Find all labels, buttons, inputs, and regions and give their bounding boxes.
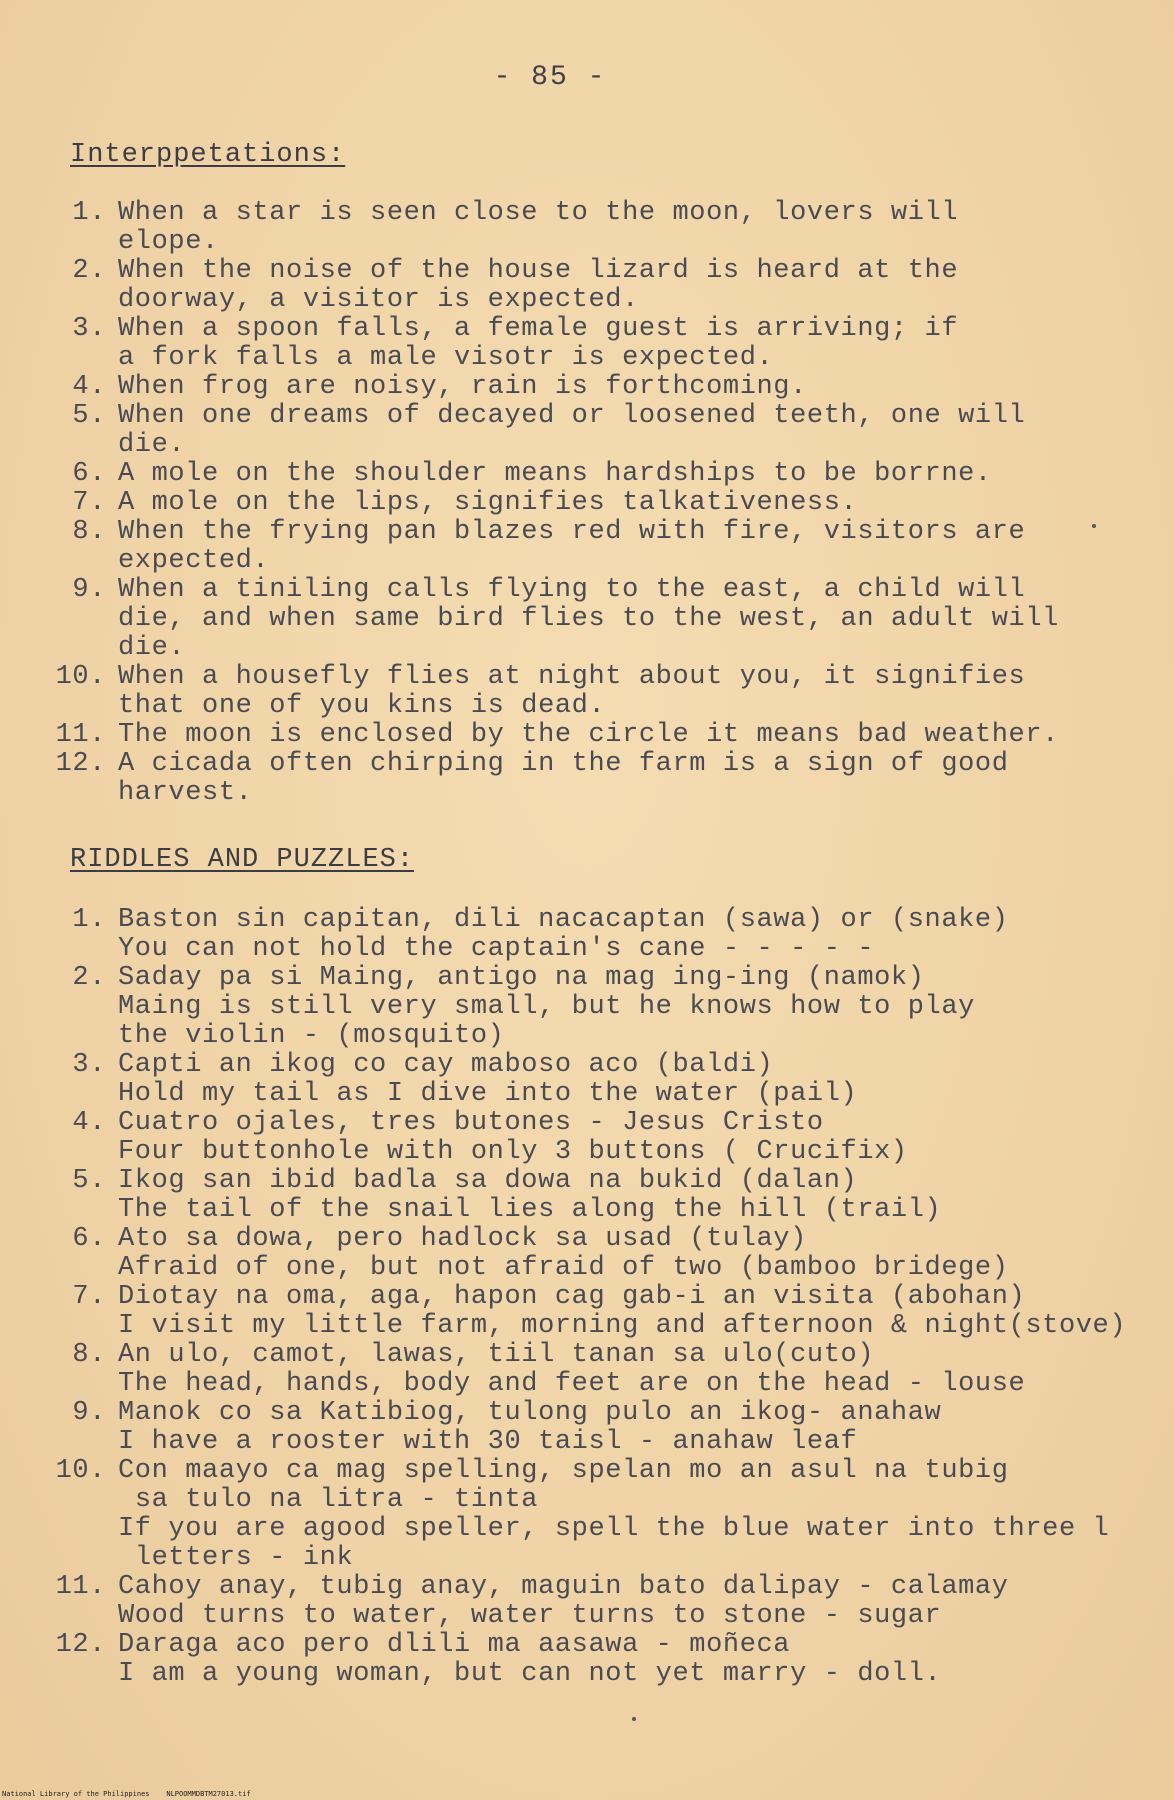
item-text: Diotay na oma, aga, hapon cag gab-i an visita (abohan) I visit my little farm, morning and afternoon & night(stove)	[118, 1282, 1127, 1341]
interpretations-heading: Interppetations:	[70, 140, 346, 170]
scan-footer: National Library of the Philippines NLPOOMMDBTM27013.tif	[2, 1790, 251, 1798]
list-item	[48, 199, 1158, 257]
list-item	[48, 1283, 1158, 1341]
item-text: A mole on the shoulder means hardships to be borrne.	[118, 459, 992, 489]
item-number: 2.	[72, 256, 106, 286]
item-text: When one dreams of decayed or loosened teeth, one will die.	[118, 401, 1026, 460]
item-number: 7.	[72, 488, 106, 518]
list-item	[48, 1457, 1158, 1573]
item-number: 7.	[72, 1282, 106, 1312]
list-item	[48, 576, 1158, 663]
list-item	[48, 315, 1158, 373]
item-number: 1.	[72, 905, 106, 935]
item-text: When frog are noisy, rain is forthcoming.	[118, 372, 807, 402]
item-number: 9.	[72, 575, 106, 605]
list-item	[48, 1225, 1158, 1283]
list-item	[48, 373, 1158, 402]
item-text: Ikog san ibid badla sa dowa na bukid (dalan) The tail of the snail lies along the hill (trail)	[118, 1166, 942, 1225]
list-item	[48, 1341, 1158, 1399]
item-text: When a tiniling calls flying to the east, a child will die, and when same bird flies to the west, an adult will die.	[118, 575, 1059, 663]
item-text: When the noise of the house lizard is heard at the doorway, a visitor is expected.	[118, 256, 959, 315]
item-number: 5.	[72, 1166, 106, 1196]
item-text: Manok co sa Katibiog, tulong pulo an ikog- anahaw I have a rooster with 30 taisl - anahaw leaf	[118, 1398, 942, 1457]
item-number: 12.	[55, 1630, 106, 1660]
interpretations-list	[48, 199, 1158, 808]
item-number: 3.	[72, 314, 106, 344]
item-number: 12.	[55, 749, 106, 779]
item-number: 3.	[72, 1050, 106, 1080]
list-item	[48, 518, 1158, 576]
list-item	[48, 906, 1158, 964]
item-text: When a spoon falls, a female guest is arriving; if a fork falls a male visotr is expected.	[118, 314, 959, 373]
list-item	[48, 1167, 1158, 1225]
list-item	[48, 1399, 1158, 1457]
ink-speck	[632, 1717, 636, 1721]
item-number: 1.	[72, 198, 106, 228]
item-number: 9.	[72, 1398, 106, 1428]
item-number: 8.	[72, 517, 106, 547]
list-item	[48, 257, 1158, 315]
item-number: 10.	[55, 1456, 106, 1486]
item-text: An ulo, camot, lawas, tiil tanan sa ulo(cuto) The head, hands, body and feet are on the head - louse	[118, 1340, 1026, 1399]
page-number: - 85 -	[493, 62, 607, 93]
item-text: Ato sa dowa, pero hadlock sa usad (tulay) Afraid of one, but not afraid of two (bamboo bridege)	[118, 1224, 1009, 1283]
list-item	[48, 721, 1158, 750]
list-item	[48, 1573, 1158, 1631]
item-text: Con maayo ca mag spelling, spelan mo an asul na tubig sa tulo na litra - tinta If you are agood speller, spell the blue water into three l letters - ink	[118, 1456, 1110, 1573]
item-text: Baston sin capitan, dili nacacaptan (sawa) or (snake) You can not hold the captain's cane - - - - -	[118, 905, 1009, 964]
item-number: 2.	[72, 963, 106, 993]
item-text: A mole on the lips, signifies talkativeness.	[118, 488, 858, 518]
item-text: Daraga aco pero dlili ma aasawa - moñeca I am a young woman, but can not yet marry - doll.	[118, 1630, 942, 1689]
list-item	[48, 964, 1158, 1051]
item-text: Cuatro ojales, tres butones - Jesus Cristo Four buttonhole with only 3 buttons ( Crucifix)	[118, 1108, 908, 1167]
ink-speck	[1092, 524, 1096, 528]
list-item	[48, 489, 1158, 518]
item-number: 10.	[55, 662, 106, 692]
list-item	[48, 1051, 1158, 1109]
riddles-heading: RIDDLES AND PUZZLES:	[70, 845, 415, 875]
item-number: 6.	[72, 1224, 106, 1254]
item-text: When the frying pan blazes red with fire, visitors are expected.	[118, 517, 1026, 576]
item-number: 11.	[55, 720, 106, 750]
list-item	[48, 1631, 1158, 1689]
list-item	[48, 663, 1158, 721]
list-item	[48, 460, 1158, 489]
item-text: Cahoy anay, tubig anay, maguin bato dalipay - calamay Wood turns to water, water turns to stone - sugar	[118, 1572, 1009, 1631]
list-item	[48, 750, 1158, 808]
list-item	[48, 1109, 1158, 1167]
item-number: 4.	[72, 372, 106, 402]
item-text: When a housefly flies at night about you, it signifies that one of you kins is dead.	[118, 662, 1026, 721]
item-text: When a star is seen close to the moon, lovers will elope.	[118, 198, 959, 257]
item-text: Saday pa si Maing, antigo na mag ing-ing (namok) Maing is still very small, but he knows how to play the violin - (mosquito)	[118, 963, 975, 1051]
item-text: A cicada often chirping in the farm is a sign of good harvest.	[118, 749, 1009, 808]
item-number: 4.	[72, 1108, 106, 1138]
item-number: 8.	[72, 1340, 106, 1370]
list-item	[48, 402, 1158, 460]
item-text: The moon is enclosed by the circle it means bad weather.	[118, 720, 1059, 750]
item-number: 11.	[55, 1572, 106, 1602]
riddles-list	[48, 906, 1158, 1689]
item-text: Capti an ikog co cay maboso aco (baldi) Hold my tail as I dive into the water (pail)	[118, 1050, 858, 1109]
item-number: 6.	[72, 459, 106, 489]
item-number: 5.	[72, 401, 106, 431]
